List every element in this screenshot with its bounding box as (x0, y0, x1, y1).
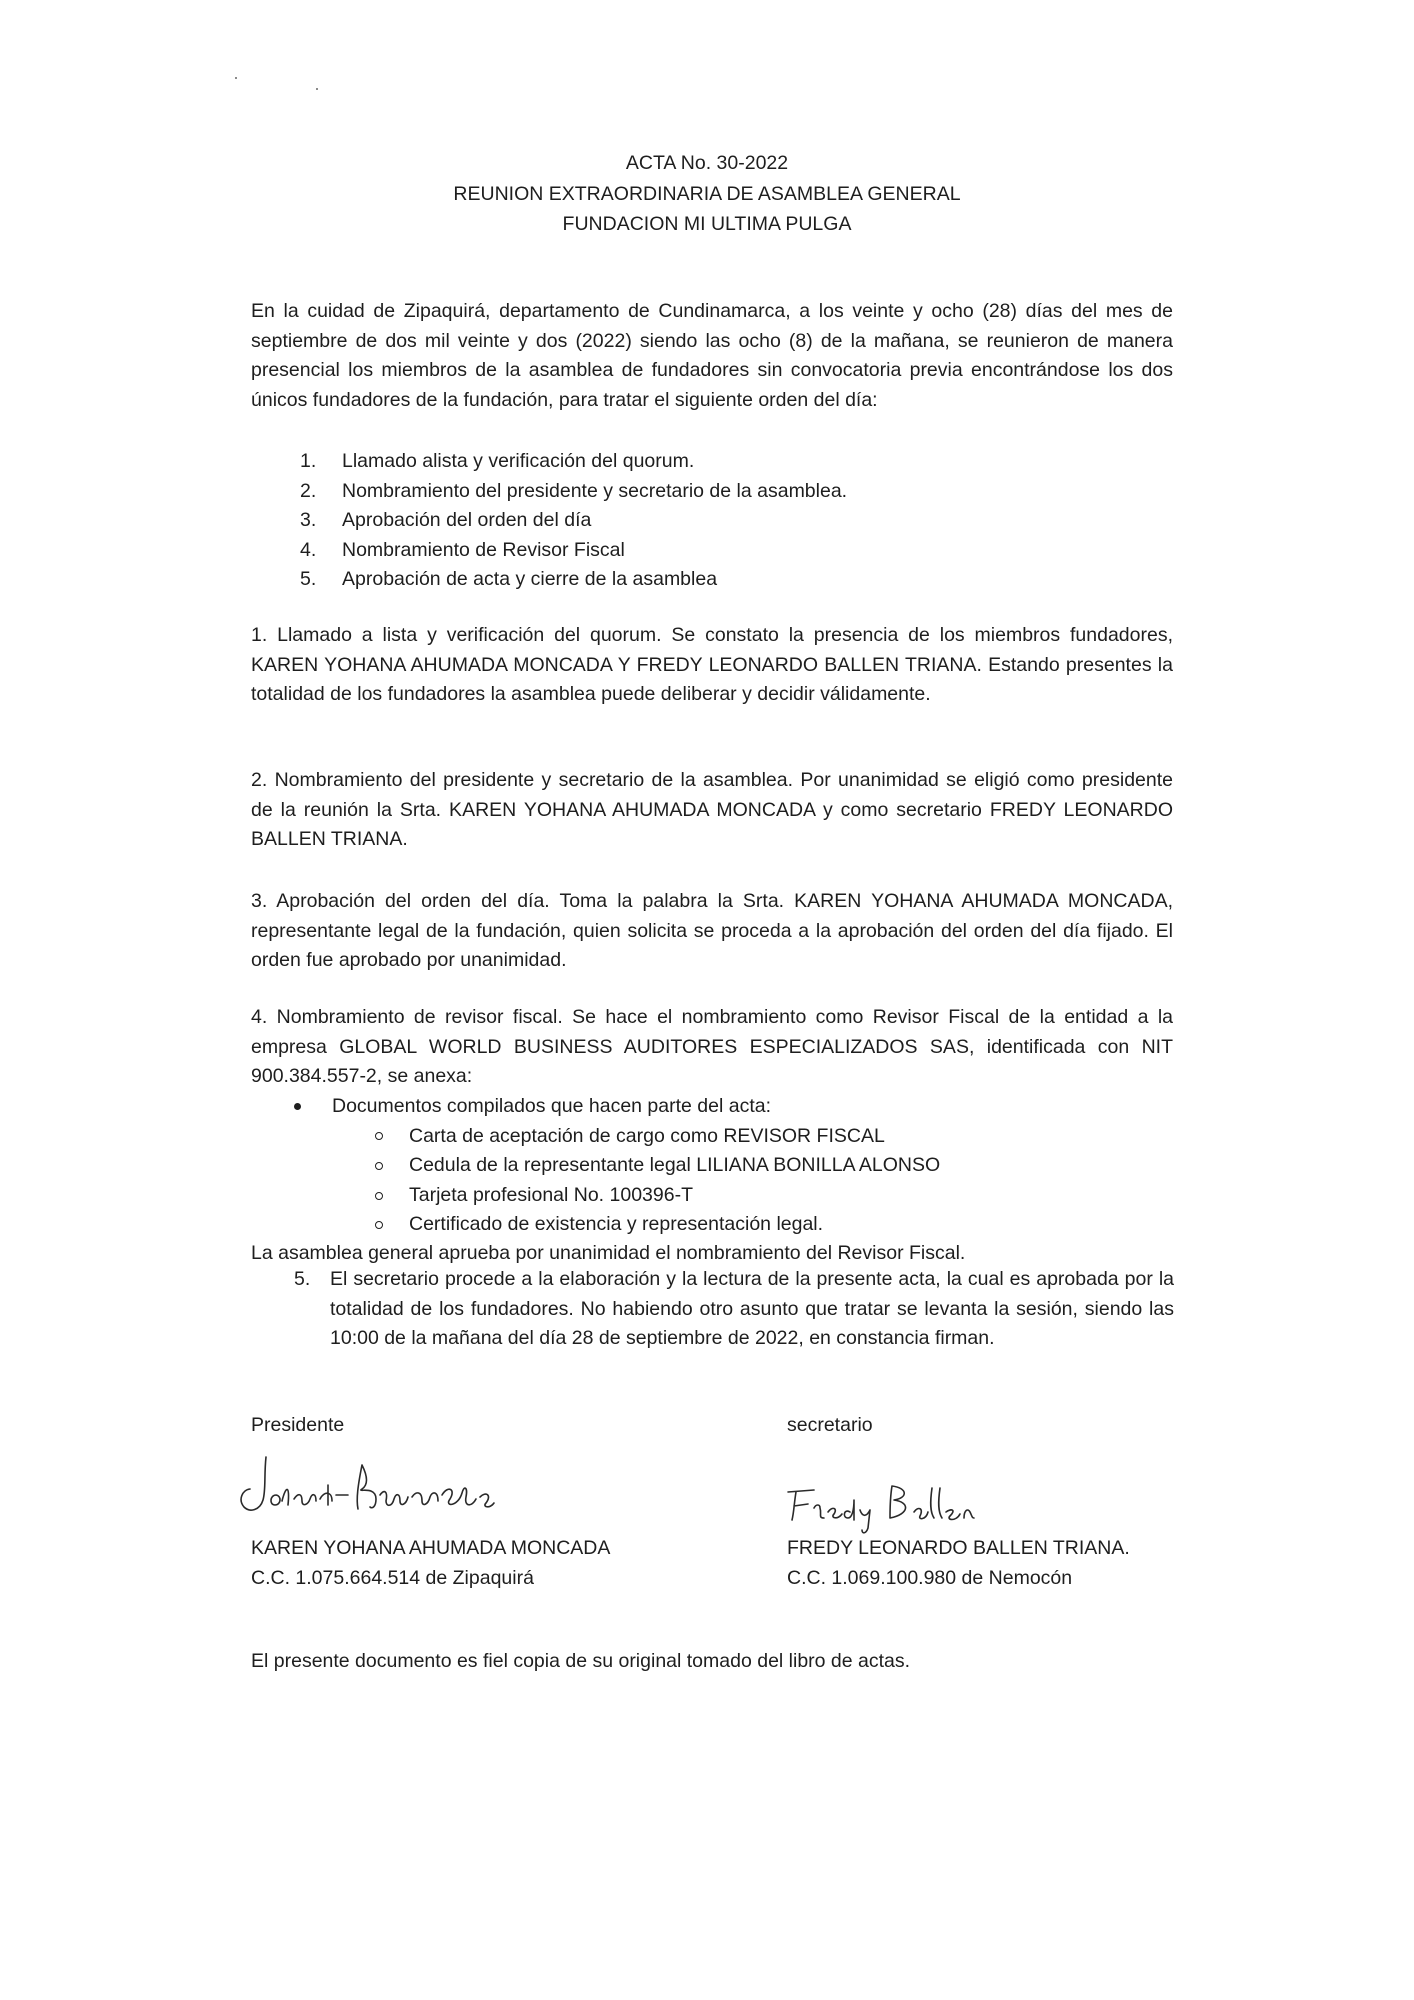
agenda-item-text: Aprobación de acta y cierre de la asamblea (342, 568, 718, 590)
agenda-item-number: 4. (300, 538, 317, 561)
agenda-item (300, 506, 847, 536)
circle-bullet-icon (375, 1162, 383, 1170)
president-name: KAREN YOHANA AHUMADA MONCADA (251, 1537, 611, 1559)
agenda-item (300, 477, 847, 507)
certification-footer: El presente documento es fiel copia de su original tomado del libro de actas. (251, 1650, 911, 1672)
bullet-dot-icon (294, 1103, 301, 1110)
circle-bullet-icon (375, 1192, 383, 1200)
document-header (0, 148, 1414, 240)
section-2-paragraph: 2. Nombramiento del presidente y secretario de la asamblea. Por unanimidad se eligió como presidente de la reunión la Srta. KAREN YOHANA AHUMADA MONCADA y como secretario FREDY LEONARDO BALLEN TRIANA. (251, 769, 1173, 851)
section-5-text: El secretario procede a la elaboración y la lectura de la presente acta, la cual es aprobada por la totalidad de los fundadores. No habiendo otro asunto que tratar se levanta la sesión, siendo las 10:00 de la mañana del día 28 de septiembre de 2022, en constancia firman. (330, 1268, 1174, 1350)
section-5-item (294, 1265, 1174, 1354)
secretary-signature-block (787, 1533, 1130, 1593)
secretary-name: FREDY LEONARDO BALLEN TRIANA. (787, 1537, 1130, 1559)
scan-speck (235, 77, 237, 79)
agenda-item (300, 565, 847, 595)
section-4-paragraph: 4. Nombramiento de revisor fiscal. Se hace el nombramiento como Revisor Fiscal de la entidad a la empresa GLOBAL WORLD BUSINESS AUDITORES ESPECIALIZADOS SAS, identificada con NIT 900.384.557-2, se anexa: (251, 1006, 1173, 1088)
circle-bullet-icon (375, 1221, 383, 1229)
agenda-item-number: 5. (300, 568, 317, 590)
agenda-list (300, 447, 847, 595)
annex-bullet (290, 1092, 940, 1122)
annex-document-item (290, 1151, 940, 1181)
agenda-item-number: 3. (300, 509, 317, 531)
president-id: C.C. 1.075.664.514 de Zipaquirá (251, 1567, 534, 1589)
agenda-item-number: 1. (300, 450, 317, 472)
meeting-type: REUNION EXTRAORDINARIA DE ASAMBLEA GENERAL (453, 182, 961, 205)
agenda-item (300, 447, 847, 477)
section-3-paragraph: 3. Aprobación del orden del día. Toma la palabra la Srta. KAREN YOHANA AHUMADA MONCADA, representante legal de la fundación, quien solicita se proceda a la aprobación del orden del día fijado. El orden fue aprobado por unanimidad. (251, 890, 1173, 972)
annex-documents (290, 1122, 940, 1240)
annex-document-text: Cedula de la representante legal LILIANA BONILLA ALONSO (409, 1154, 941, 1177)
scan-speck (316, 88, 318, 90)
annex-document-item (290, 1181, 940, 1211)
secretary-role-label: secretario (787, 1414, 873, 1436)
annex-document-item (290, 1210, 940, 1240)
agenda-item-text: Aprobación del orden del día (342, 509, 592, 531)
agenda-item-text: Nombramiento de Revisor Fiscal (342, 538, 625, 561)
agenda-item-text: Llamado alista y verificación del quorum. (342, 450, 695, 472)
president-role-label: Presidente (251, 1414, 345, 1436)
section-5-number: 5. (294, 1268, 311, 1290)
revisor-approval-text: La asamblea general aprueba por unanimidad el nombramiento del Revisor Fiscal. (251, 1242, 966, 1264)
annex-list (290, 1092, 940, 1240)
president-signature (236, 1455, 516, 1535)
president-signature-block (251, 1533, 610, 1593)
annex-document-text: Certificado de existencia y representación legal. (409, 1213, 824, 1236)
secretary-id: C.C. 1.069.100.980 de Nemocón (787, 1567, 1073, 1589)
agenda-item-number: 2. (300, 479, 317, 502)
annex-bullet-text: Documentos compilados que hacen parte del acta: (332, 1095, 772, 1117)
annex-document-text: Tarjeta profesional No. 100396-T (409, 1183, 693, 1206)
annex-document-text: Carta de aceptación de cargo como REVISOR FISCAL (409, 1124, 885, 1147)
circle-bullet-icon (375, 1132, 383, 1140)
acta-number: ACTA No. 30-2022 (625, 152, 789, 174)
intro-paragraph: En la cuidad de Zipaquirá, departamento de Cundinamarca, a los veinte y ocho (28) días del mes de septiembre de dos mil veinte y dos (2022) siendo las ocho (8) de la mañana, se reunieron de manera presencial los miembros de la asamblea de fundadores sin convocatoria previa encontrándose los dos únicos fundadores de la fundación, para tratar el siguiente orden del día: (251, 300, 1173, 412)
foundation-name: FUNDACION MI ULTIMA PULGA (562, 213, 852, 235)
agenda-item-text: Nombramiento del presidente y secretario de la asamblea. (342, 479, 848, 502)
secretary-signature (780, 1478, 980, 1538)
section-1-paragraph: 1. Llamado a lista y verificación del quorum. Se constato la presencia de los miembros fundadores, KAREN YOHANA AHUMADA MONCADA Y FREDY LEONARDO BALLEN TRIANA. Estando presentes la totalidad de los fundadores la asamblea puede deliberar y decidir válidamente. (251, 624, 1173, 706)
agenda-item (300, 536, 847, 566)
annex-document-item (290, 1122, 940, 1152)
